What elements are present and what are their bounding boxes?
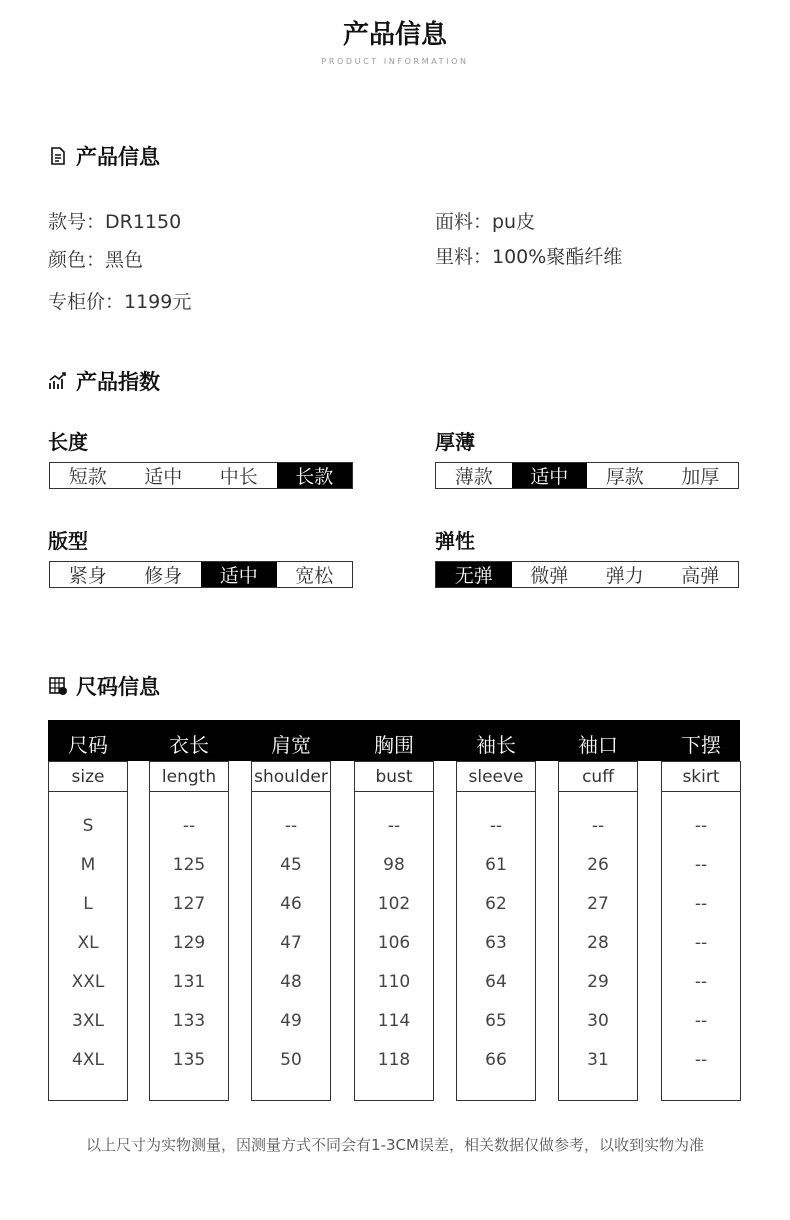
table-cell: 133 bbox=[172, 1011, 206, 1031]
table-cell: -- bbox=[591, 816, 605, 836]
table-cell: -- bbox=[694, 894, 708, 914]
table-cell: 66 bbox=[485, 1050, 507, 1070]
table-cell: 45 bbox=[280, 855, 302, 875]
trend-chart-icon bbox=[48, 371, 68, 391]
table-cell: 46 bbox=[280, 894, 302, 914]
table-cell: -- bbox=[284, 816, 298, 836]
table-cell: -- bbox=[694, 933, 708, 953]
table-cell: 28 bbox=[587, 933, 609, 953]
table-cell: -- bbox=[694, 972, 708, 992]
table-cell: -- bbox=[694, 1050, 708, 1070]
table-cell: -- bbox=[387, 816, 401, 836]
table-cell: 110 bbox=[377, 972, 411, 992]
table-cell: 98 bbox=[383, 855, 405, 875]
size-info-heading bbox=[48, 671, 160, 701]
length-option: 中长 bbox=[219, 466, 258, 488]
table-cell: -- bbox=[694, 816, 708, 836]
table-cell: 65 bbox=[485, 1011, 507, 1031]
measurement-footnote: 以上尺寸为实物测量，因测量方式不同会有1-3CM误差，相关数据仅做参考，以收到实物为准 bbox=[86, 1136, 704, 1154]
thickness-scale bbox=[435, 462, 739, 489]
thickness-label: 厚薄 bbox=[435, 430, 475, 454]
table-cell: 31 bbox=[587, 1050, 609, 1070]
elasticity-option: 微弹 bbox=[530, 565, 569, 587]
column-subheader: shoulder bbox=[251, 761, 331, 792]
column-header: 肩宽 bbox=[271, 733, 311, 757]
table-cell: XL bbox=[77, 933, 99, 953]
table-cell: 4XL bbox=[72, 1050, 104, 1070]
size-chart-icon bbox=[48, 676, 68, 696]
table-cell: -- bbox=[182, 816, 196, 836]
table-cell: XXL bbox=[71, 972, 105, 992]
counter-price: 专柜价：1199元 bbox=[48, 291, 192, 313]
column-subheader: length bbox=[149, 761, 229, 792]
table-cell: -- bbox=[694, 1011, 708, 1031]
page-title: 产品信息 bbox=[342, 20, 447, 50]
elasticity-option: 无弹 bbox=[436, 562, 512, 587]
product-info-heading-label: 产品信息 bbox=[76, 145, 160, 169]
elasticity-scale bbox=[435, 561, 739, 588]
product-index-heading bbox=[48, 366, 160, 396]
column-subheader: sleeve bbox=[456, 761, 536, 792]
table-cell: 50 bbox=[280, 1050, 302, 1070]
thickness-option: 薄款 bbox=[454, 466, 493, 488]
thickness-option: 加厚 bbox=[681, 466, 720, 488]
color-value: 颜色：黑色 bbox=[48, 249, 144, 271]
column-header: 衣长 bbox=[169, 733, 209, 757]
table-cell: 29 bbox=[587, 972, 609, 992]
column-subheader: cuff bbox=[558, 761, 638, 792]
lining-value: 里料：100%聚酯纤维 bbox=[435, 246, 623, 268]
fit-option: 修身 bbox=[144, 565, 183, 587]
fit-option: 宽松 bbox=[295, 565, 334, 587]
length-option: 适中 bbox=[144, 466, 183, 488]
table-cell: 3XL bbox=[72, 1011, 104, 1031]
elasticity-option: 高弹 bbox=[681, 565, 720, 587]
column-header: 尺码 bbox=[68, 733, 108, 757]
table-cell: S bbox=[82, 816, 94, 836]
column-header: 下摆 bbox=[681, 733, 721, 757]
table-cell: 62 bbox=[485, 894, 507, 914]
thickness-option: 厚款 bbox=[605, 466, 644, 488]
document-icon bbox=[48, 146, 68, 166]
thickness-option: 适中 bbox=[512, 463, 588, 488]
table-cell: 125 bbox=[172, 855, 206, 875]
elasticity-label: 弹性 bbox=[435, 529, 475, 553]
table-cell: L bbox=[83, 894, 93, 914]
length-option: 长款 bbox=[277, 463, 353, 488]
length-option: 短款 bbox=[68, 466, 107, 488]
table-cell: 135 bbox=[172, 1050, 206, 1070]
table-cell: 27 bbox=[587, 894, 609, 914]
column-header: 袖长 bbox=[476, 733, 516, 757]
table-cell: 63 bbox=[485, 933, 507, 953]
table-cell: -- bbox=[489, 816, 503, 836]
table-cell: 47 bbox=[280, 933, 302, 953]
table-cell: 64 bbox=[485, 972, 507, 992]
column-header: 袖口 bbox=[578, 733, 618, 757]
page-subtitle: PRODUCT INFORMATION bbox=[321, 57, 469, 66]
table-cell: 30 bbox=[587, 1011, 609, 1031]
table-cell: 129 bbox=[172, 933, 206, 953]
table-cell: 102 bbox=[377, 894, 411, 914]
column-subheader: bust bbox=[354, 761, 434, 792]
elasticity-option: 弹力 bbox=[605, 565, 644, 587]
column-subheader: size bbox=[48, 761, 128, 792]
table-cell: M bbox=[80, 855, 96, 875]
length-label: 长度 bbox=[48, 430, 88, 454]
table-cell: 127 bbox=[172, 894, 206, 914]
table-cell: 49 bbox=[280, 1011, 302, 1031]
table-cell: 131 bbox=[172, 972, 206, 992]
length-scale bbox=[49, 462, 353, 489]
table-cell: 48 bbox=[280, 972, 302, 992]
table-cell: 118 bbox=[377, 1050, 411, 1070]
fit-option: 紧身 bbox=[68, 565, 107, 587]
product-index-heading-label: 产品指数 bbox=[76, 370, 160, 394]
column-header: 胸围 bbox=[374, 733, 414, 757]
table-cell: 114 bbox=[377, 1011, 411, 1031]
product-info-heading bbox=[48, 141, 160, 171]
fabric-value: 面料：pu皮 bbox=[435, 211, 536, 233]
column-subheader: skirt bbox=[661, 761, 741, 792]
table-cell: 106 bbox=[377, 933, 411, 953]
fit-label: 版型 bbox=[48, 529, 88, 553]
fit-scale bbox=[49, 561, 353, 588]
size-info-heading-label: 尺码信息 bbox=[76, 675, 160, 699]
style-number: 款号：DR1150 bbox=[48, 211, 182, 233]
table-cell: -- bbox=[694, 855, 708, 875]
fit-option: 适中 bbox=[201, 562, 277, 587]
table-cell: 61 bbox=[485, 855, 507, 875]
table-cell: 26 bbox=[587, 855, 609, 875]
